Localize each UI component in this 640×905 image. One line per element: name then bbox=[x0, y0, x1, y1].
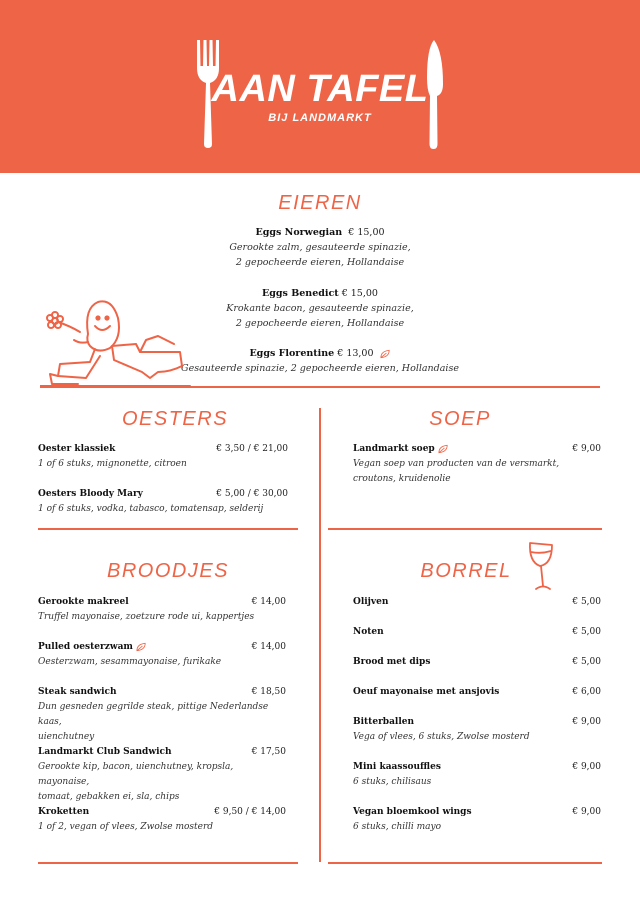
item-name: Brood met dips bbox=[353, 657, 431, 667]
item-name: Kroketten bbox=[38, 807, 90, 817]
section-title-oesters: OESTERS bbox=[121, 408, 229, 430]
item-name: Bitterballen bbox=[353, 717, 415, 727]
menu-item-vegan-bloemkool-wings bbox=[353, 805, 601, 835]
item-name: Oesters Bloody Mary bbox=[38, 489, 143, 499]
item-desc: Truffel mayonaise, zoetzure rode ui, kappertjes bbox=[38, 612, 255, 622]
item-price: € 14,00 bbox=[251, 642, 286, 652]
item-price: € 5,00 bbox=[572, 597, 601, 607]
item-price: € 9,00 bbox=[572, 807, 601, 817]
item-desc: Oesterzwam, sesammayonaise, furikake bbox=[38, 657, 222, 667]
item-desc: 6 stuks, chilli mayo bbox=[353, 822, 442, 832]
menu-item-olijven bbox=[353, 595, 601, 610]
item-name: Steak sandwich bbox=[38, 687, 117, 697]
item-name: Pulled oesterzwam bbox=[38, 640, 147, 655]
item-desc: Gesauteerde spinazie, 2 gepocheerde eieren, Hollandaise bbox=[181, 363, 459, 374]
item-desc: 2 gepocheerde eieren, Hollandaise bbox=[235, 318, 405, 329]
item-name: Oeuf mayonaise met ansjovis bbox=[353, 687, 500, 697]
item-price: € 13,00 bbox=[337, 348, 374, 359]
menu-item-bitterballen bbox=[353, 715, 601, 745]
item-price: € 5,00 bbox=[572, 657, 601, 667]
item-desc: Vega of vlees, 6 stuks, Zwolse mosterd bbox=[353, 732, 530, 742]
item-price: € 6,00 bbox=[572, 687, 601, 697]
item-name: Noten bbox=[353, 627, 384, 637]
item-price: € 9,00 bbox=[572, 762, 601, 772]
menu-item-oeuf-mayonaise bbox=[353, 685, 601, 700]
section-title-borrel: BORREL bbox=[420, 560, 512, 582]
item-price: € 3,50 / € 21,00 bbox=[216, 444, 288, 454]
item-price: € 15,00 bbox=[348, 227, 385, 238]
item-price: € 14,00 bbox=[251, 597, 286, 607]
menu-item-brood-met-dips bbox=[353, 655, 601, 670]
item-name: Oester klassiek bbox=[38, 444, 116, 454]
menu-item-oester-klassiek bbox=[38, 442, 288, 472]
logo-title: AAN TAFEL bbox=[211, 68, 429, 110]
item-price: € 15,00 bbox=[341, 288, 378, 299]
column-divider bbox=[319, 408, 321, 862]
logo-subtitle: BIJ LANDMARKT bbox=[268, 112, 372, 124]
item-name: Mini kaassouffles bbox=[353, 762, 441, 772]
item-desc: Vegan soep van producten van de versmarkt, bbox=[353, 459, 560, 469]
item-name: Eggs Benedict bbox=[262, 288, 339, 299]
item-price: € 9,00 bbox=[572, 717, 601, 727]
menu-item-eggs-norwegian bbox=[150, 225, 490, 270]
item-name: Landmarkt soep bbox=[353, 442, 449, 457]
item-desc: Gerookte kip, bacon, uienchutney, kropsla, mayonaise, bbox=[38, 762, 234, 787]
item-desc: 6 stuks, chilisaus bbox=[353, 777, 432, 787]
menu-item-landmarkt-club-sandwich bbox=[38, 745, 286, 805]
flower-icon bbox=[47, 312, 80, 332]
header-banner bbox=[0, 0, 640, 173]
item-desc: Gerookte zalm, gesauteerde spinazie, bbox=[229, 242, 411, 253]
divider-oesters bbox=[38, 528, 298, 530]
item-desc: uienchutney bbox=[38, 732, 95, 742]
divider-soep bbox=[328, 528, 602, 530]
menu-item-oesters-bloody-mary bbox=[38, 487, 288, 517]
item-desc: 1 of 6 stuks, mignonette, citroen bbox=[38, 459, 187, 469]
item-price: € 9,50 / € 14,00 bbox=[214, 807, 286, 817]
item-desc: 1 of 6 stuks, vodka, tabasco, tomatensap, selderij bbox=[38, 504, 264, 514]
item-name: Eggs Florentine bbox=[249, 348, 335, 359]
item-desc: croutons, kruidenolie bbox=[353, 474, 451, 484]
item-name: Vegan bloemkool wings bbox=[353, 807, 472, 817]
vegetarian-leaf-icon bbox=[136, 642, 147, 652]
wine-glass-icon bbox=[526, 540, 558, 594]
menu-item-pulled-oesterzwam bbox=[38, 640, 286, 670]
menu-item-landmarkt-soep bbox=[353, 442, 601, 487]
menu-item-eggs-benedict bbox=[150, 286, 490, 331]
item-name: Olijven bbox=[353, 597, 389, 607]
item-price: € 17,50 bbox=[251, 747, 286, 757]
divider-broodjes bbox=[38, 862, 298, 864]
item-name: Landmarkt Club Sandwich bbox=[38, 747, 172, 757]
item-desc: tomaat, gebakken ei, sla, chips bbox=[38, 792, 180, 802]
vegetarian-leaf-icon bbox=[380, 349, 391, 359]
menu-item-kroketten bbox=[38, 805, 286, 835]
egg-character-illustration bbox=[40, 296, 195, 388]
divider-borrel bbox=[328, 862, 602, 864]
section-title-eieren: EIEREN bbox=[278, 192, 362, 214]
vegetarian-leaf-icon bbox=[438, 444, 449, 454]
item-name: Gerookte makreel bbox=[38, 597, 129, 607]
item-price: € 5,00 bbox=[572, 627, 601, 637]
menu-item-mini-kaassouffles bbox=[353, 760, 601, 790]
menu-item-steak-sandwich bbox=[38, 685, 286, 745]
item-price: € 18,50 bbox=[251, 687, 286, 697]
item-desc: Dun gesneden gegrilde steak, pittige Nederlandse kaas, bbox=[38, 702, 269, 727]
section-title-broodjes: BROODJES bbox=[106, 560, 230, 582]
section-title-soep: SOEP bbox=[429, 408, 491, 430]
menu-item-noten bbox=[353, 625, 601, 640]
item-price: € 5,00 / € 30,00 bbox=[216, 489, 288, 499]
divider-eieren bbox=[40, 386, 600, 388]
item-price: € 9,00 bbox=[572, 444, 601, 454]
item-desc: 2 gepocheerde eieren, Hollandaise bbox=[235, 257, 405, 268]
menu-item-gerookte-makreel bbox=[38, 595, 286, 625]
item-desc: Krokante bacon, gesauteerde spinazie, bbox=[226, 303, 414, 314]
item-name: Eggs Norwegian bbox=[255, 227, 343, 238]
item-desc: 1 of 2, vegan of vlees, Zwolse mosterd bbox=[38, 822, 214, 832]
